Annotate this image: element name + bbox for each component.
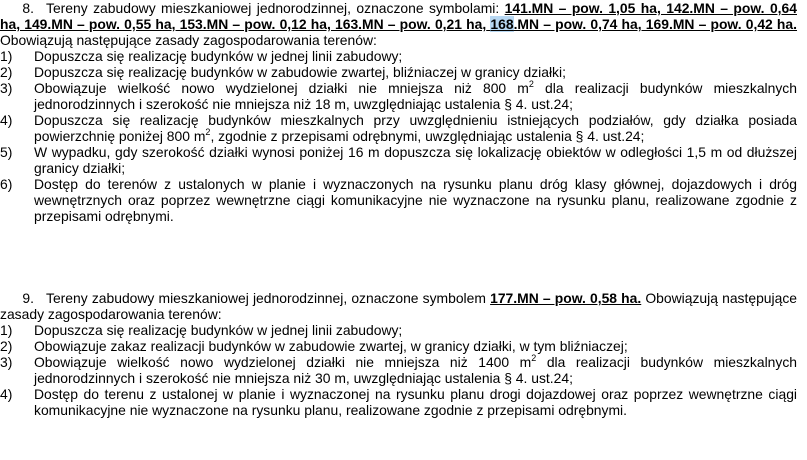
item-marker: 1) — [0, 322, 13, 338]
item-marker: 4) — [0, 112, 13, 128]
list-item — [0, 386, 797, 418]
intro-tail: Obowiązują następujące zasady zagospodarowania terenów: — [0, 32, 377, 48]
section-number: 9. — [22, 290, 34, 306]
item-text: W wypadku, gdy szerokość działki wynosi poniżej 16 m dopuszcza się lokalizację obiektów w odległości 1,5 m od dłuższej granicy działki; — [34, 144, 797, 176]
item-marker: 4) — [0, 386, 13, 402]
superscript: 2 — [531, 353, 537, 363]
item-text: Dopuszcza się realizację budynków w jednej linii zabudowy; — [34, 48, 403, 64]
item-text: Obowiązuje wielkość nowo wydzielonej działki nie mniejsza niż 800 m — [34, 80, 529, 96]
list-item — [0, 322, 797, 338]
item-text: Obowiązuje wielkość nowo wydzielonej działki nie mniejsza niż 1400 m — [34, 354, 532, 370]
intro-tail: Obowiązują następujące zasady zagospodarowania terenów: — [0, 290, 798, 322]
list-item — [0, 112, 797, 144]
section-9 — [0, 290, 797, 418]
section-8-list — [0, 48, 797, 224]
item-marker: 5) — [0, 144, 13, 160]
superscript: 2 — [205, 127, 211, 137]
item-marker: 2) — [0, 64, 13, 80]
item-text: Dopuszcza się realizację budynków w zabudowie zwartej, bliźniaczej w granicy działki; — [34, 64, 566, 80]
item-text: Dostęp do terenów z ustalonych w planie i wyznaczonych na rysunku planu dróg klasy głównej, dojazdowych i dróg wewnętrznych oraz poprzez wewnętrzne ciągi komunikacyjne nie wyznaczone na rysunku planu, realizowane zgodnie z przepisami odrębnymi. — [34, 176, 797, 224]
list-item — [0, 176, 797, 224]
item-marker: 3) — [0, 354, 13, 370]
zone-symbols-part-a: 141.MN – pow. 1,05 ha, 142.MN – pow. 0,64 ha, 149.MN – pow. 0,55 ha, 153.MN – pow. 0,12 ha, 163.MN – pow. 0,21 ha, — [0, 0, 797, 32]
intro-text: Tereny zabudowy mieszkaniowej jednorodzinnej, oznaczone symbolem — [46, 290, 486, 306]
item-text-cont: , zgodnie z przepisami odrębnymi, uwzględniając ustalenia § 4. ust.24; — [210, 128, 645, 144]
item-marker: 1) — [0, 48, 13, 64]
highlighted-symbol[interactable]: 168 — [490, 16, 514, 32]
list-item — [0, 80, 797, 112]
item-marker: 3) — [0, 80, 13, 96]
section-8 — [0, 0, 797, 224]
zone-symbols-part-b: .MN – pow. 0,74 ha, 169.MN – pow. 0,42 ha. — [513, 16, 798, 32]
list-item — [0, 144, 797, 176]
zone-symbols: 177.MN – pow. 0,58 ha. — [490, 290, 642, 306]
superscript: 2 — [528, 79, 534, 89]
section-number: 8. — [22, 0, 34, 16]
item-text: Obowiązuje zakaz realizacji budynków w zabudowie zwartej, w granicy działki, w tym bliźniaczej; — [34, 338, 628, 354]
list-item — [0, 48, 797, 64]
intro-text: Tereny zabudowy mieszkaniowej jednorodzinnej, oznaczone symbolami: — [46, 0, 500, 16]
item-text: Dopuszcza się realizację budynków mieszkalnych przy uwzględnieniu istniejących podziałów, gdy działka posiada powierzchnię poniżej 800 m — [34, 112, 797, 144]
section-9-list — [0, 322, 797, 418]
item-marker: 2) — [0, 338, 13, 354]
list-item — [0, 354, 797, 386]
item-text: Dopuszcza się realizację budynków w jednej linii zabudowy; — [34, 322, 403, 338]
list-item — [0, 64, 797, 80]
item-text: Dostęp do terenu z ustalonej w planie i wyznaczonej na rysunku planu drogi dojazdowej oraz poprzez wewnętrzne ciągi komunikacyjne nie wyznaczone na rysunku planu, realizowane zgodnie z przepisami odrębnymi. — [34, 386, 797, 418]
section-9-intro — [0, 290, 797, 322]
item-text-cont: dla realizacji budynków mieszkalnych jednorodzinnych i szerokość nie mniejsza niż 18 m, uwzględniając ustalenia § 4. ust.24; — [34, 80, 797, 112]
item-marker: 6) — [0, 176, 13, 192]
item-text-cont: dla realizacji budynków mieszkalnych jednorodzinnych i szerokość nie mniejsza niż 30 m, uwzględniając ustalenia § 4. ust.24; — [34, 354, 797, 386]
section-8-intro — [0, 0, 797, 48]
list-item — [0, 338, 797, 354]
